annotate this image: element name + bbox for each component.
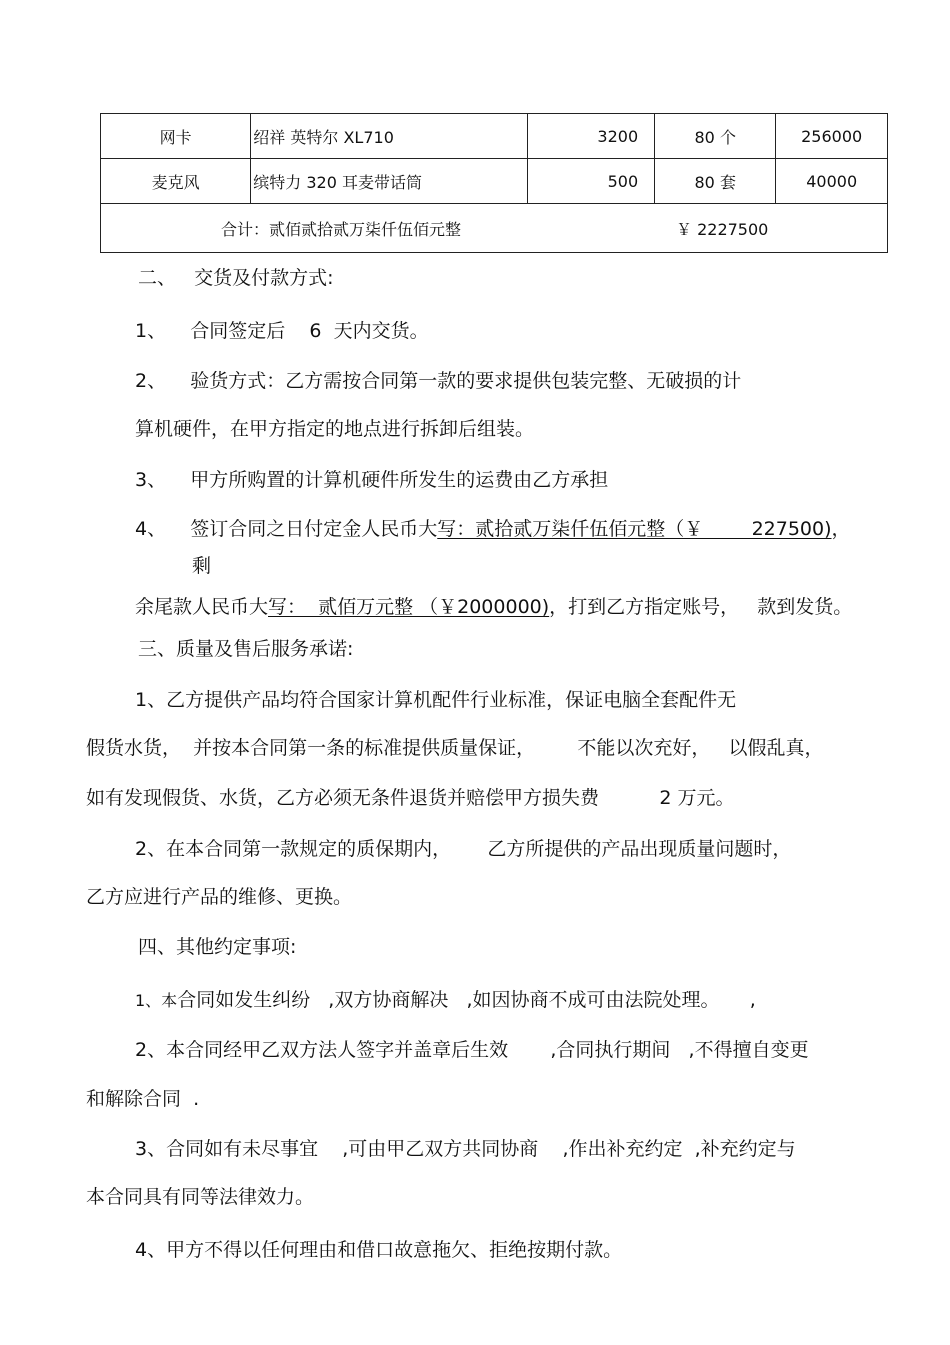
section3-heading: 三、质量及售后服务承诺: — [138, 638, 354, 660]
section2-item1: 1、 合同签定后 6 天内交货。 — [135, 320, 429, 342]
section2-item2-line1: 2、 验货方式：乙方需按合同第一款的要求提供包装完整、无破损的计 — [135, 370, 742, 392]
section4-item3-line1: 3、合同如有未尽事宜 ,可由甲乙双方共同协商 ,作出补充约定 ,补充约定与 — [135, 1138, 796, 1160]
item-model: 绍祥 英特尔 XL710 — [251, 114, 528, 159]
item-price: 500 — [528, 159, 655, 204]
section2-item4-wrap: 剩 — [192, 555, 212, 577]
item-price: 3200 — [528, 114, 655, 159]
items-table — [100, 113, 888, 253]
section4-item4: 4、甲方不得以任何理由和借口故意拖欠、拒绝按期付款。 — [135, 1239, 623, 1261]
table-row — [101, 159, 888, 204]
section3-p2-line2: 乙方应进行产品的维修、更换。 — [86, 886, 353, 908]
table-row — [101, 114, 888, 159]
item-name: 网卡 — [101, 114, 251, 159]
item4-suffix: ， — [831, 518, 851, 540]
section4-item2-line2: 和解除合同 . — [86, 1088, 200, 1110]
section4-item2-line1: 2、本合同经甲乙双方法人签字并盖章后生效 ,合同执行期间 ,不得擅自变更 — [135, 1039, 809, 1061]
item-name: 麦克风 — [101, 159, 251, 204]
item-quantity: 80 个 — [655, 114, 776, 159]
section2-heading: 二、 交货及付款方式: — [138, 267, 334, 289]
section2-item3: 3、 甲方所购置的计算机硬件所发生的运费由乙方承担 — [135, 469, 609, 491]
table-sum-row — [101, 204, 888, 253]
sum-label: 合计：贰佰贰拾贰万柒仟伍佰元整 — [221, 220, 462, 239]
item-total: 256000 — [776, 114, 888, 159]
section3-p1-line3: 如有发现假货、水货，乙方必须无条件退货并赔偿甲方损失费 2 万元。 — [86, 787, 735, 809]
sum-value: ￥ 2227500 — [676, 220, 769, 239]
section4-item3-line2: 本合同具有同等法律效力。 — [86, 1186, 315, 1208]
section2-item2-line2: 算机硬件，在甲方指定的地点进行拆卸后组装。 — [135, 418, 535, 440]
item-total: 40000 — [776, 159, 888, 204]
item4-line2-prefix: 余尾款人民币大 — [135, 596, 269, 618]
item4-balance-amount: 写： 贰佰万元整 （￥2000000) — [268, 596, 550, 618]
item-model: 缤特力 320 耳麦带话筒 — [251, 159, 528, 204]
item4-deposit-amount: 写：贰拾贰万柒仟伍佰元整（￥ 227500) — [437, 518, 832, 540]
section3-p1-line1: 1、乙方提供产品均符合国家计算机配件行业标准，保证电脑全套配件无 — [135, 689, 737, 711]
section3-p1-line2: 假货水货， 并按本合同第一条的标准提供质量保证， 不能以次充好， 以假乱真， — [86, 737, 824, 759]
item4-line2-suffix: ，打到乙方指定账号， 款到发货。 — [549, 596, 853, 618]
section3-p2-line1: 2、在本合同第一款规定的质保期内， 乙方所提供的产品出现质量问题时， — [135, 838, 792, 860]
item4-prefix: 4、 签订合同之日付定金人民币大 — [135, 518, 438, 540]
section4-item1 — [135, 987, 756, 1014]
section2-item4-line1 — [135, 516, 851, 542]
section4-item1-text: 合同如发生纠纷 ,双方协商解决 ,如因协商不成可由法院处理。 , — [177, 989, 756, 1011]
section4-heading: 四、其他约定事项: — [138, 936, 297, 958]
section2-item4-line2 — [135, 594, 852, 620]
item-quantity: 80 套 — [655, 159, 776, 204]
section4-item1-num: 1、本 — [135, 991, 178, 1010]
